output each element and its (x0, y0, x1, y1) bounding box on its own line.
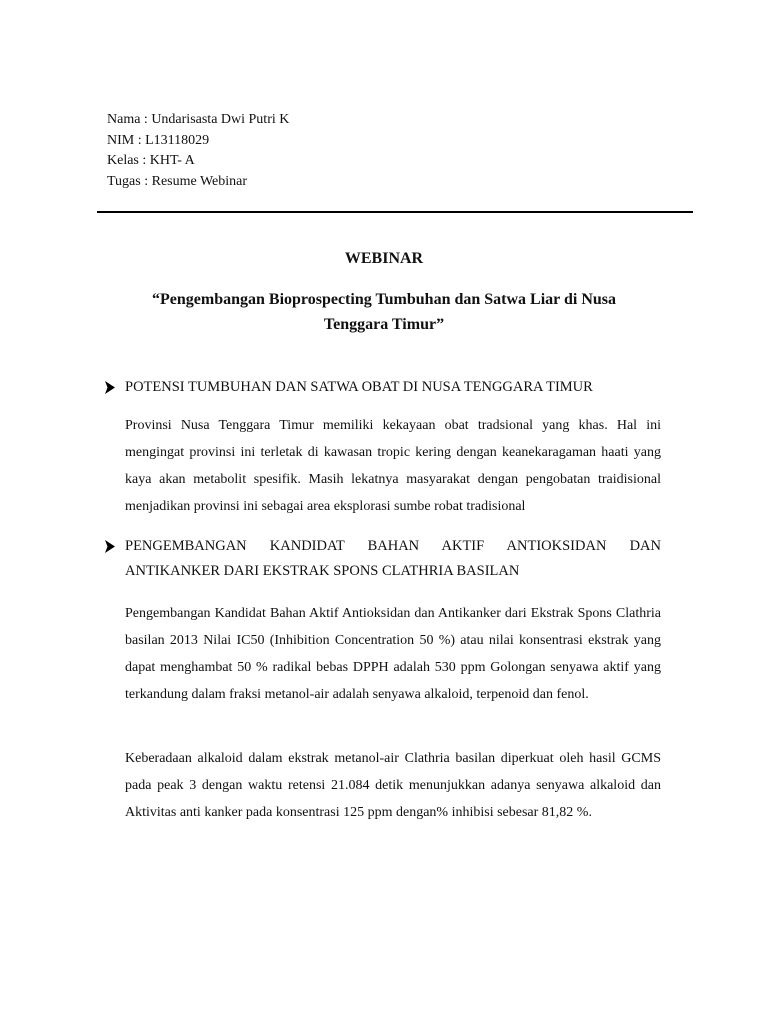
paragraph: Keberadaan alkaloid dalam ekstrak metanol-air Clathria basilan diperkuat oleh hasil GCMS pada peak 3 dengan waktu retensi 21.084 detik menunjukkan adanya senyawa alkaloid dan Aktivitas anti kanker pada konsentrasi 125 ppm dengan% inhibisi sebesar 81,82 %. (125, 751, 661, 820)
paragraph: Pengembangan Kandidat Bahan Aktif Antioksidan dan Antikanker dari Ekstrak Spons Clathria basilan 2013 Nilai IC50 (Inhibition Concentration 50 %) atau nilai konsentrasi ekstrak yang dapat menghambat 50 % radikal bebas DPPH adalah 530 ppm Golongan senyawa aktif yang terkandung dalam fraksi metanol-air adalah senyawa alkaloid, terpenoid dan fenol. (125, 606, 661, 702)
subtitle-line-1: “Pengembangan Bioprospecting Tumbuhan dan Satwa Liar di Nusa (152, 291, 616, 308)
section-heading-text: POTENSI TUMBUHAN DAN SATWA OBAT DI NUSA TENGGARA TIMUR (125, 379, 593, 395)
name-line: Nama : Undarisasta Dwi Putri K (107, 112, 290, 127)
nim-line: NIM : L13118029 (107, 132, 210, 148)
horizontal-divider (97, 211, 693, 213)
kelas-line: Kelas : KHT- A (107, 153, 195, 168)
section-heading-text: PENGEMBANGAN KANDIDAT BAHAN AKTIF ANTIOKSIDAN DAN ANTIKANKER DARI EKSTRAK SPONS CLATHRIA BASILAN (125, 538, 661, 579)
page-title: WEBINAR (344, 250, 424, 267)
arrow-bullet-icon (103, 534, 117, 559)
student-info (107, 110, 289, 192)
paragraph: Provinsi Nusa Tenggara Timur memiliki kekayaan obat tradsional yang khas. Hal ini mengingat provinsi ini terletak di kawasan tropic kering dengan keanekaragaman haati yang kaya akan metabolit spesifik. Masih lekatnya masyarakat dengan pengobatan traidisional menjadikan provinsi ini sebagai area eksplorasi sumbe robat tradisional (125, 418, 661, 514)
webinar-subtitle (0, 287, 768, 337)
section-heading-2 (103, 534, 661, 584)
section-heading-1 (103, 375, 661, 400)
arrow-bullet-icon (103, 375, 117, 400)
tugas-line: Tugas : Resume Webinar (107, 173, 248, 189)
subtitle-line-2: Tenggara Timur” (323, 316, 445, 333)
